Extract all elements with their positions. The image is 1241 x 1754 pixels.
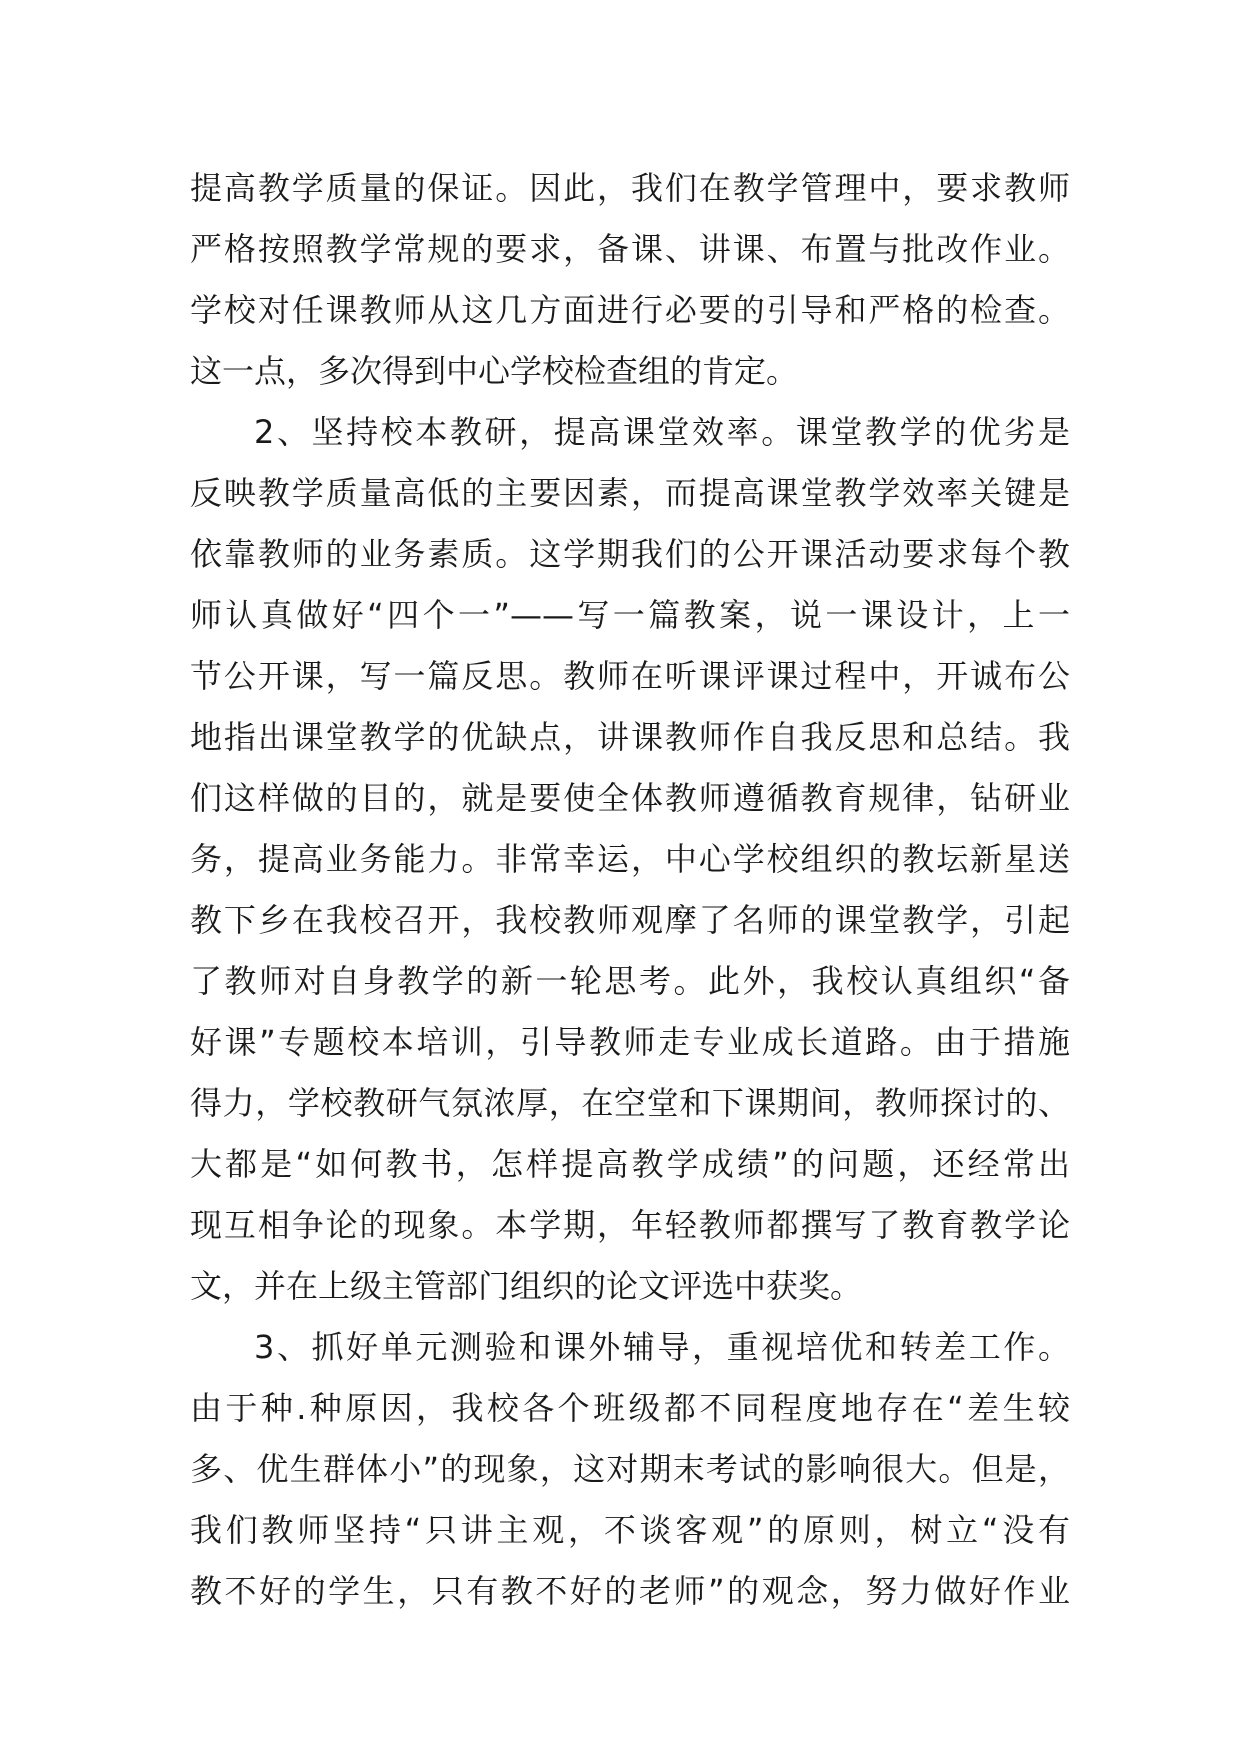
- text-line-paragraph-start: 3、抓好单元测验和课外辅导，重视培优和转差工作。: [254, 1328, 1070, 1366]
- text-line: 依靠教师的业务素质。这学期我们的公开课活动要求每个教: [190, 535, 1070, 573]
- text-line: 由于种.种原因，我校各个班级都不同程度地存在“差生较: [190, 1389, 1070, 1427]
- text-line: 严格按照教学常规的要求，备课、讲课、布置与批改作业。: [190, 230, 1070, 268]
- text-line: 师认真做好“四个一”——写一篇教案，说一课设计，上一: [190, 596, 1070, 634]
- text-line: 教不好的学生，只有教不好的老师”的观念，努力做好作业: [190, 1572, 1070, 1610]
- text-line: 反映教学质量高低的主要因素，而提高课堂教学效率关键是: [190, 474, 1070, 512]
- text-line: 节公开课，写一篇反思。教师在听课评课过程中，开诚布公: [190, 657, 1070, 695]
- text-line: 我们教师坚持“只讲主观，不谈客观”的原则，树立“没有: [190, 1511, 1070, 1549]
- text-line: 多、优生群体小”的现象，这对期末考试的影响很大。但是，: [190, 1450, 1070, 1488]
- body-text: [190, 158, 1070, 1622]
- text-line: 教下乡在我校召开，我校教师观摩了名师的课堂教学，引起: [190, 901, 1070, 939]
- text-line: 大都是“如何教书，怎样提高教学成绩”的问题，还经常出: [190, 1145, 1070, 1183]
- text-line: 学校对任课教师从这几方面进行必要的引导和严格的检查。: [190, 291, 1070, 329]
- text-line: 得力，学校教研气氛浓厚，在空堂和下课期间，教师探讨的、: [190, 1084, 1070, 1122]
- text-line: 现互相争论的现象。本学期，年轻教师都撰写了教育教学论: [190, 1206, 1070, 1244]
- text-line: 提高教学质量的保证。因此，我们在教学管理中，要求教师: [190, 169, 1070, 207]
- text-line: 地指出课堂教学的优缺点，讲课教师作自我反思和总结。我: [190, 718, 1070, 756]
- text-line-paragraph-start: 2、坚持校本教研，提高课堂效率。课堂教学的优劣是: [254, 413, 1070, 451]
- text-line: 了教师对自身教学的新一轮思考。此外，我校认真组织“备: [190, 962, 1070, 1000]
- text-line: 文，并在上级主管部门组织的论文评选中获奖。: [190, 1267, 863, 1305]
- text-line: 这一点，多次得到中心学校检查组的肯定。: [190, 352, 799, 390]
- text-line: 好课”专题校本培训，引导教师走专业成长道路。由于措施: [190, 1023, 1070, 1061]
- text-line: 务，提高业务能力。非常幸运，中心学校组织的教坛新星送: [190, 840, 1070, 878]
- text-line: 们这样做的目的，就是要使全体教师遵循教育规律，钻研业: [190, 779, 1070, 817]
